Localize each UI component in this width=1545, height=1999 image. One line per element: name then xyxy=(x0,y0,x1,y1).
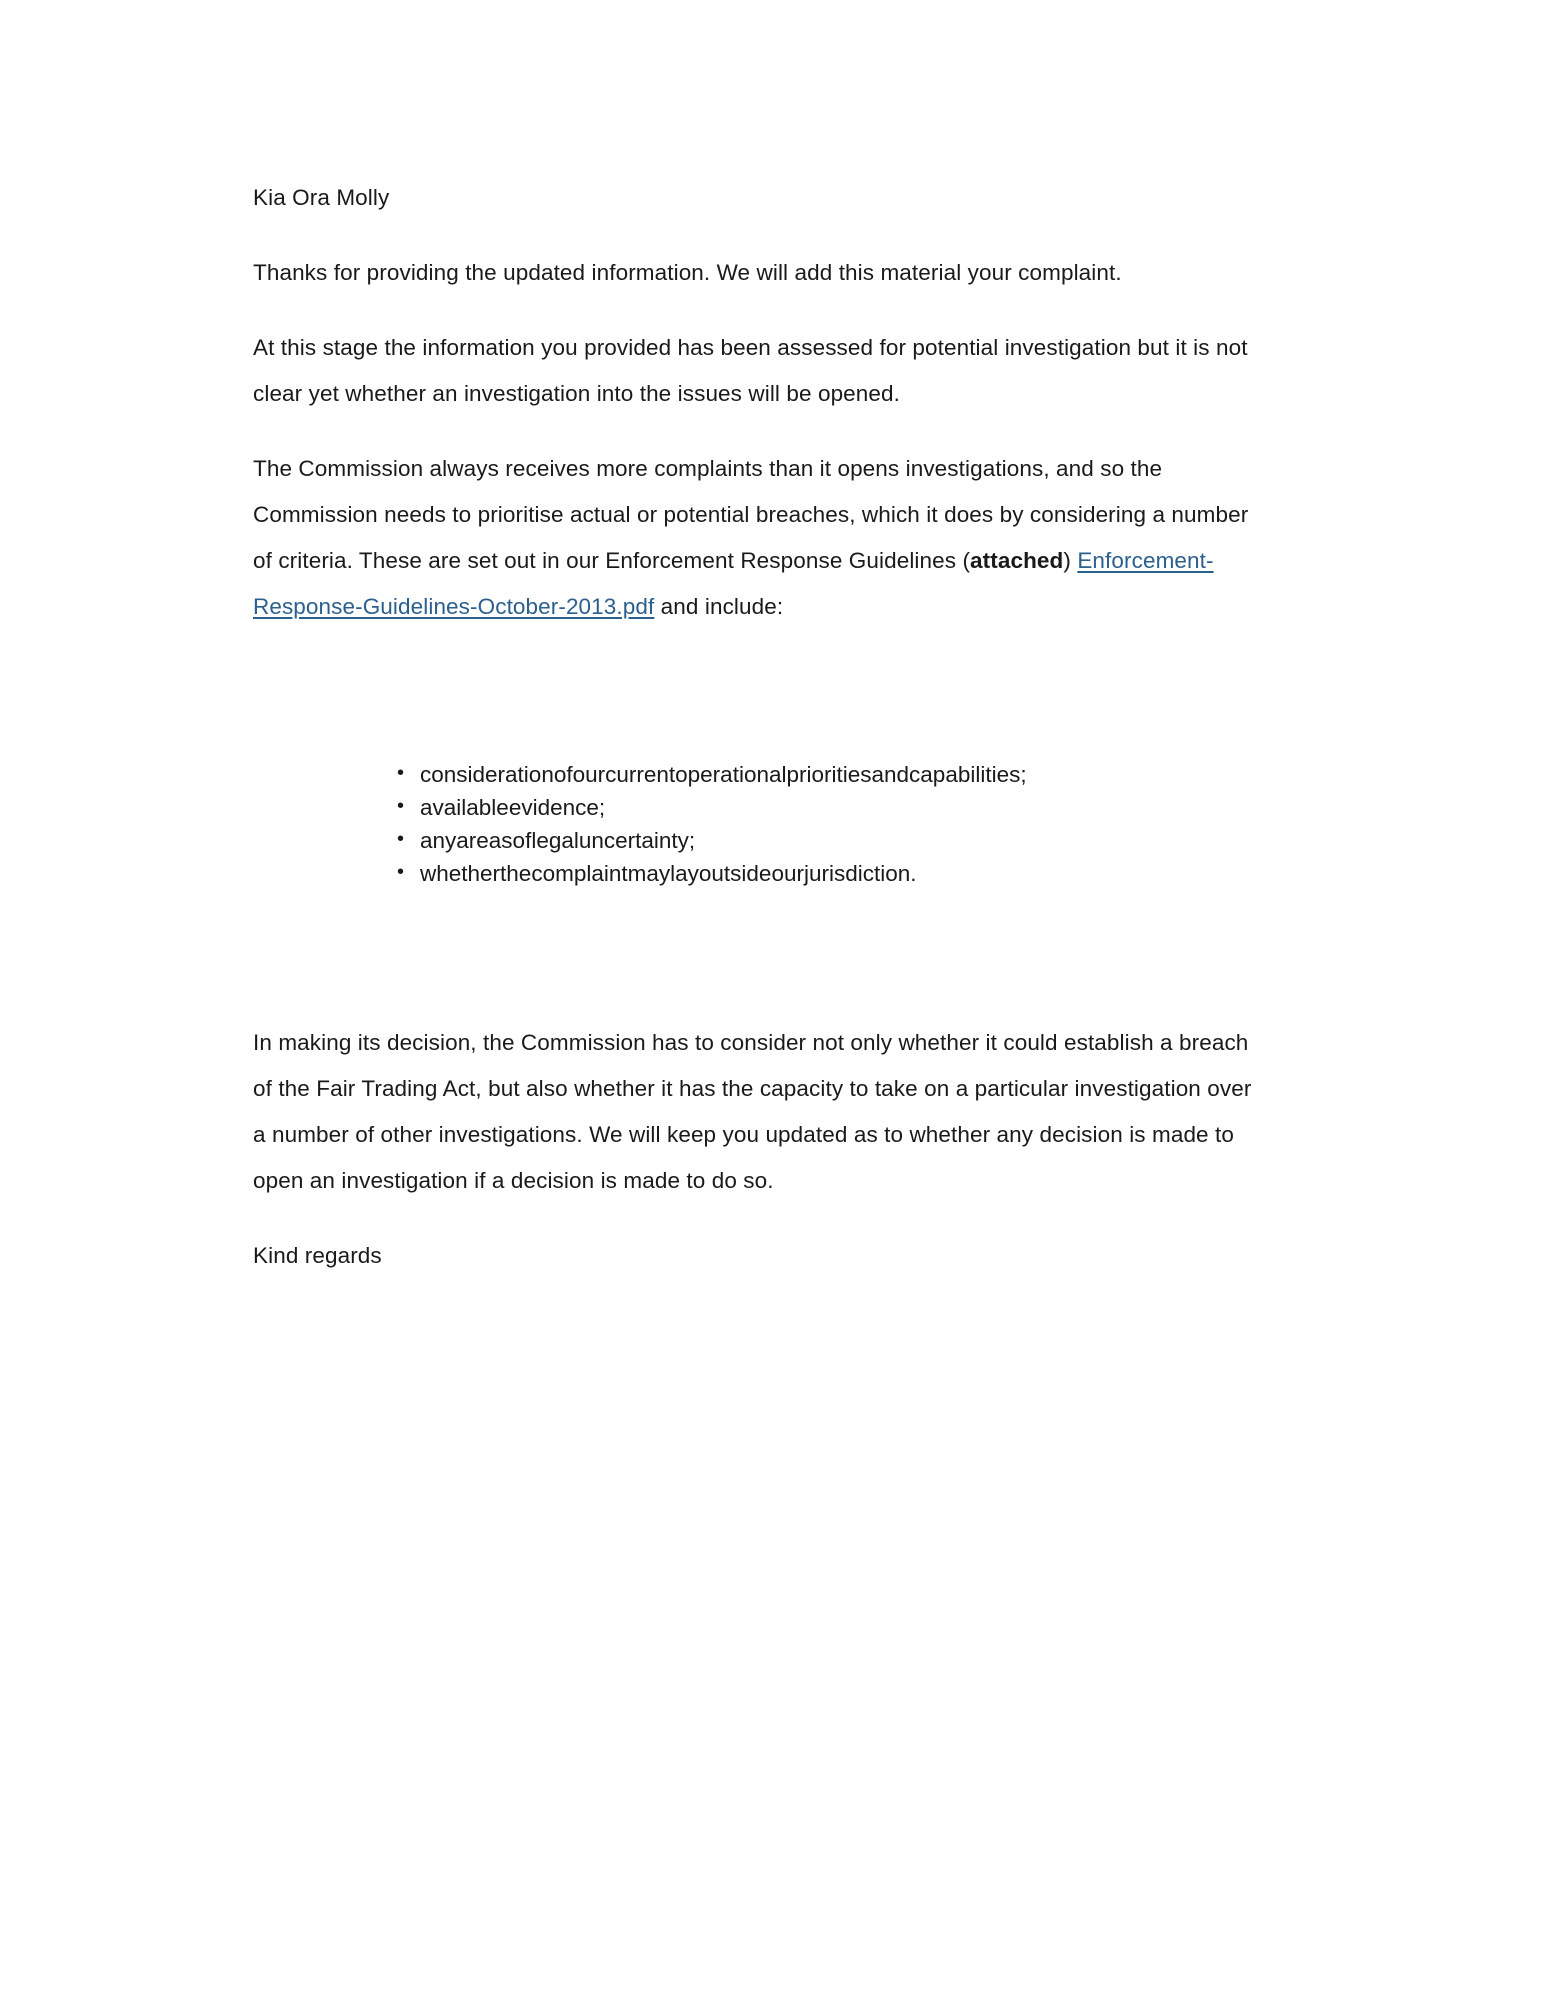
criteria-intro-text-3: and include: xyxy=(654,594,784,619)
greeting-line: Kia Ora Molly xyxy=(253,185,390,210)
list-item: • considerationofourcurrentoperationalprioritiesandcapabilities; xyxy=(393,758,1263,791)
criteria-intro-text-1: The Commission always receives more complaints than it opens investigations, and so the Commission needs to prioritise actual or potential breaches, which it does by considering a number of criteria. These are set out in our Enforcement Response Guidelines ( xyxy=(253,456,1249,573)
paragraph-assessment: At this stage the information you provided has been assessed for potential investigation but it is not clear yet whether an investigation into the issues will be opened. xyxy=(253,335,1248,406)
criteria-list xyxy=(393,758,1263,890)
paragraph-thanks: Thanks for providing the updated information. We will add this material your complaint. xyxy=(253,260,1122,285)
letter-body xyxy=(253,175,1263,1279)
enforcement-guidelines-pdf-link[interactable]: Enforcement-Response-Guidelines-October-2013.pdf xyxy=(253,548,1214,619)
paragraph-criteria-intro xyxy=(253,446,1263,630)
list-item: • anyareasoflegaluncertainty; xyxy=(393,824,1263,857)
criteria-intro-text-2: ) xyxy=(1063,548,1078,573)
paragraph-decision: In making its decision, the Commission has to consider not only whether it could establish a breach of the Fair Trading Act, but also whether it has the capacity to take on a particular investigation over a number of other investigations. We will keep you updated as to whether any decision is made to open an investigation if a decision is made to do so. xyxy=(253,1030,1252,1193)
list-item: • whetherthecomplaintmaylayoutsideourjurisdiction. xyxy=(393,857,1263,890)
list-item: • availableevidence; xyxy=(393,791,1263,824)
attached-emphasis: attached xyxy=(970,548,1064,573)
sign-off-line: Kind regards xyxy=(253,1243,382,1268)
